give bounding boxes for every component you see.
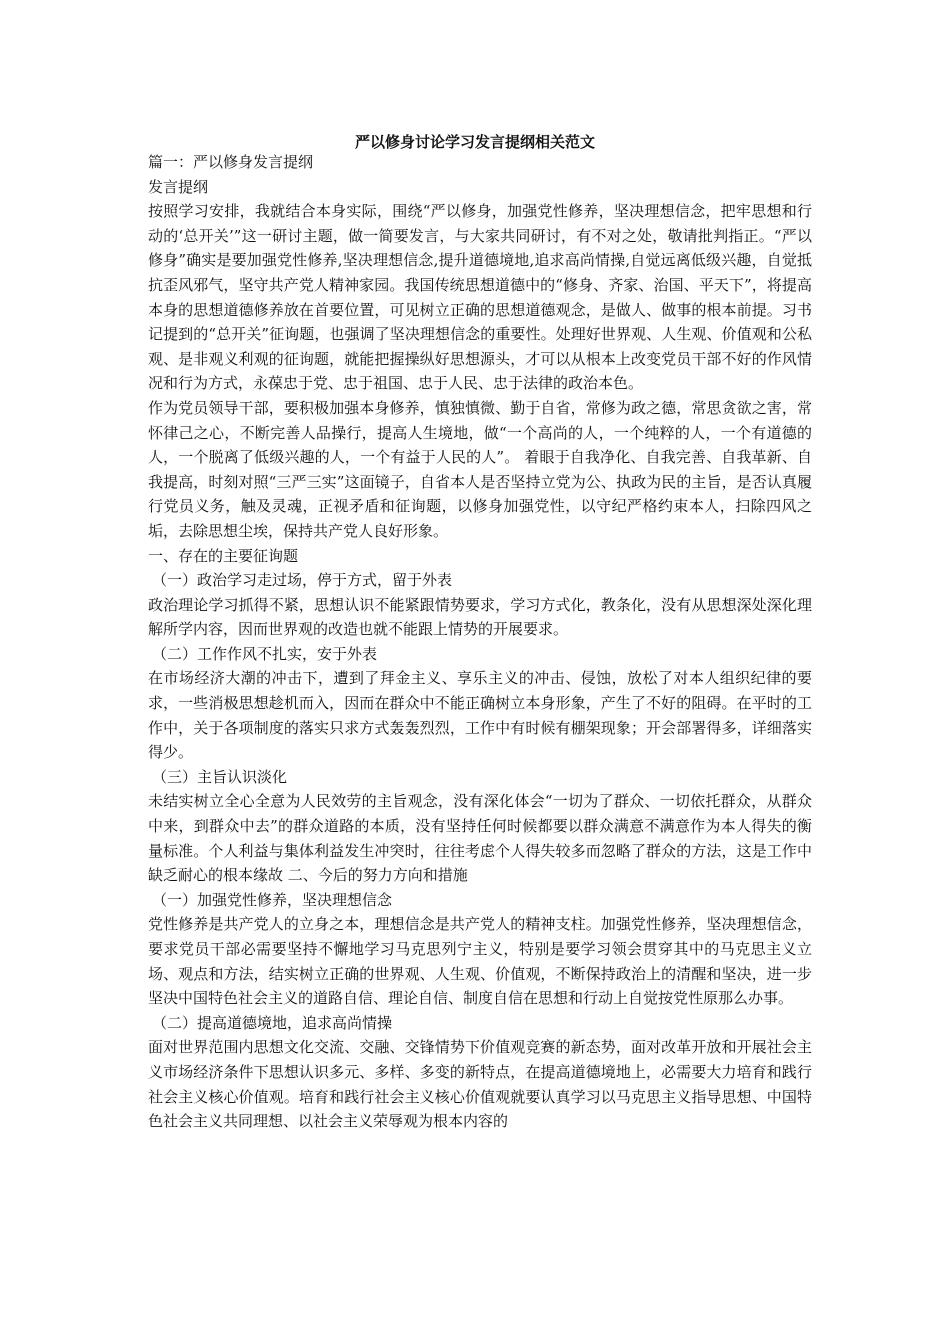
section-heading: 一、存在的主要征询题 xyxy=(148,546,299,565)
body-paragraph: 未结实树立全心全意为人民效劳的主旨观念，没有深化体会“一切为了群众、一切依托群众，从群众中来，到群众中去”的群众道路的本质，没有坚持任何时候都要以群众满意不满意作为本人得失的衡量标准。个人利益与集体利益发生冲突时，往往考虑个人得失较多而忽略了群众的方法，这是工作中缺乏耐心的根本缘故 二、今后的努力方向和措施 xyxy=(148,792,812,885)
section-heading: 发言提纲 xyxy=(148,177,209,196)
subsection-heading: （一）政治学习走过场，停于方式，留于外表 xyxy=(152,571,453,590)
section-heading: 篇一：严以修身发言提纲 xyxy=(148,153,314,171)
body-paragraph: 政治理论学习抓得不紧，思想认识不能紧跟情势要求，学习方式化，教条化，没有从思想深处深化理解所学内容，因而世界观的改造也就不能跟上情势的开展要求。 xyxy=(148,595,812,639)
body-paragraph: 按照学习安排，我就结合本身实际，围绕“严以修身，加强党性修养，坚决理想信念，把牢思想和行动的‘总开关’”这一研讨主题，做一简要发言，与大家共同研讨，有不对之处，敬请批判指正。“严以修身”确实是要加强党性修养,坚决理想信念,提升道德境地,追求高尚情操,自觉远离低级兴趣，自觉抵抗歪风邪气，坚守共产党人精神家园。我国传统思想道德中的“修身、齐家、治国、平天下”，将提高本身的思想道德修养放在首要位置，可见树立正确的思想道德观念，是做人、做事的根本前提。习书记提到的“总开关”征询题，也强调了坚决理想信念的重要性。处理好世界观、人生观、价值观和公私观、是非观义利观的征询题，就能把握操纵好思想源头，才可以从根本上改变党员干部不好的作风情况和行为方式，永葆忠于党、忠于祖国、忠于人民、忠于法律的政治本色。 xyxy=(148,202,812,393)
body-paragraph: 作为党员领导干部，要积极加强本身修养，慎独慎微、勤于自省，常修为政之德，常思贪欲之害，常怀律己之心，不断完善人品操行，提高人生境地，做“一个高尚的人，一个纯粹的人，一个有道德的人，一个脱离了低级兴趣的人，一个有益于人民的人”。 着眼于自我净化、自我完善、自我革新、自我提高，时刻对照“三严三实”这面镜子，自省本人是否坚持立党为公、执政为民的主旨，是否认真履行党员义务，触及灵魂，正视矛盾和征询题，以修身加强党性，以守纪严格约束本人，扫除四风之垢，去除思想尘埃，保持共产党人良好形象。 xyxy=(148,398,812,540)
document-body xyxy=(144,150,812,1134)
document-title: 严以修身讨论学习发言提纲相关范文 xyxy=(354,133,595,151)
subsection-heading: （三）主旨认识淡化 xyxy=(152,767,288,786)
subsection-heading: （一）加强党性修养，坚决理想信念 xyxy=(152,890,393,909)
body-paragraph: 党性修养是共产党人的立身之本，理想信念是共产党人的精神支柱。加强党性修养，坚决理想信念，要求党员干部必需要坚持不懈地学习马克思列宁主义，特别是要学习领会贯穿其中的马克思主义立场、观点和方法，结实树立正确的世界观、人生观、价值观，不断保持政治上的清醒和坚决，进一步坚决中国特色社会主义的道路自信、理论自信、制度自信在思想和行动上自觉按党性原那么办事。 xyxy=(148,915,812,1008)
subsection-heading: （二）工作作风不扎实，安于外表 xyxy=(152,644,378,663)
subsection-heading: （二）提高道德境地，追求高尚情操 xyxy=(152,1013,393,1032)
body-paragraph: 在市场经济大潮的冲击下，遭到了拜金主义、享乐主义的冲击、侵蚀，放松了对本人组织纪律的要求，一些消极思想趁机而入，因而在群众中不能正确树立本身形象，产生了不好的阻碍。在平时的工作中，关于各项制度的落实只求方式轰轰烈烈，工作中有时候有棚架现象；开会部署得多，详细落实得少。 xyxy=(148,669,812,762)
body-paragraph: 面对世界范围内思想文化交流、交融、交锋情势下价值观竞赛的新态势，面对改革开放和开展社会主义市场经济条件下思想认识多元、多样、多变的新特点，在提高道德境地上，必需要大力培育和践行社会主义核心价值观。培育和践行社会主义核心价值观就要认真学习以马克思主义指导思想、中国特色社会主义共同理想、以社会主义荣辱观为根本内容的 xyxy=(148,1038,812,1131)
